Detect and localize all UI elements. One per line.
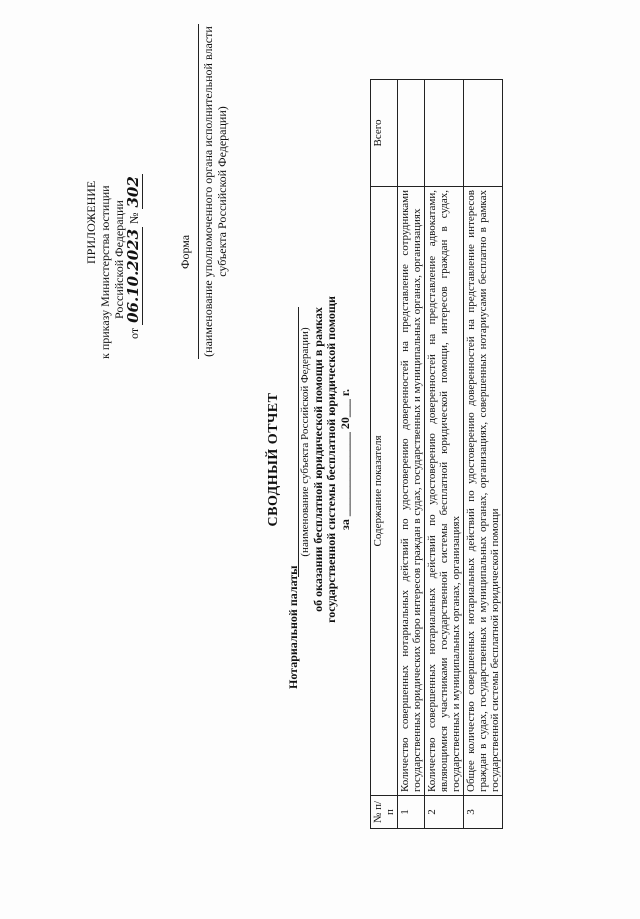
annex-ministry-line: Российской Федерации [112,200,126,319]
chamber-label: Нотариальной палаты [286,565,300,689]
form-label: Форма [178,234,192,269]
row-num: 1 [398,796,425,829]
row-total [464,80,503,187]
row-text: Количество совершенных нотариальных действий по удостоверению доверенностей на представление адвокатами, являющимися участниками государственной системы бесплатной юридической помощи, интересов граждан в судах, государственных и муниципальных органах, организациях [425,187,464,796]
table-row [425,80,464,829]
authority-caption: (наименование уполномоченного органа исполнительной власти субъекта Российской Федерации) [198,24,229,359]
annex-order-line: к приказу Министерства юстиции [98,185,112,359]
table-header-row [371,80,398,829]
row-total [425,80,464,187]
order-number: 302 [124,176,142,208]
annex-title: ПРИЛОЖЕНИЕ [84,180,98,264]
row-total [398,80,425,187]
order-date: 06.10.2023 [124,228,142,323]
table-row [464,80,503,829]
date-prefix: от [127,327,141,339]
header-num: № п/п [371,796,398,829]
header-content: Содержание показателя [371,187,398,796]
table-row [398,80,425,829]
row-num: 2 [425,796,464,829]
report-subtitle: об оказании бесплатной юридической помощи в рамках государственной системы бесплатной юридической помощи [311,296,338,623]
report-period: за ______________ 20___ г. [338,389,352,530]
number-prefix: № [127,212,141,224]
row-num: 3 [464,796,503,829]
row-text: Общее количество совершенных нотариальных действий по удостоверению доверенностей на представление интересов граждан в судах, государственных и муниципальных органах, организациях, совершенных нотариусами бесплатно в рамках государственной системы бесплатной юридической помощи [464,187,503,796]
report-title: СВОДНЫЙ ОТЧЕТ [266,392,281,527]
header-total: Всего [371,80,398,187]
report-table [370,79,503,829]
annex-block [84,19,141,359]
row-text: Количество совершенных нотариальных действий по удостоверению доверенностей на представление сотрудниками государственных юридических бюро интересов граждан в судах, государственных и муниципальных органах, организациях [398,187,425,796]
annex-date-line [126,19,141,359]
subject-caption: (наименование субъекта Российской Федерации) [299,327,311,557]
